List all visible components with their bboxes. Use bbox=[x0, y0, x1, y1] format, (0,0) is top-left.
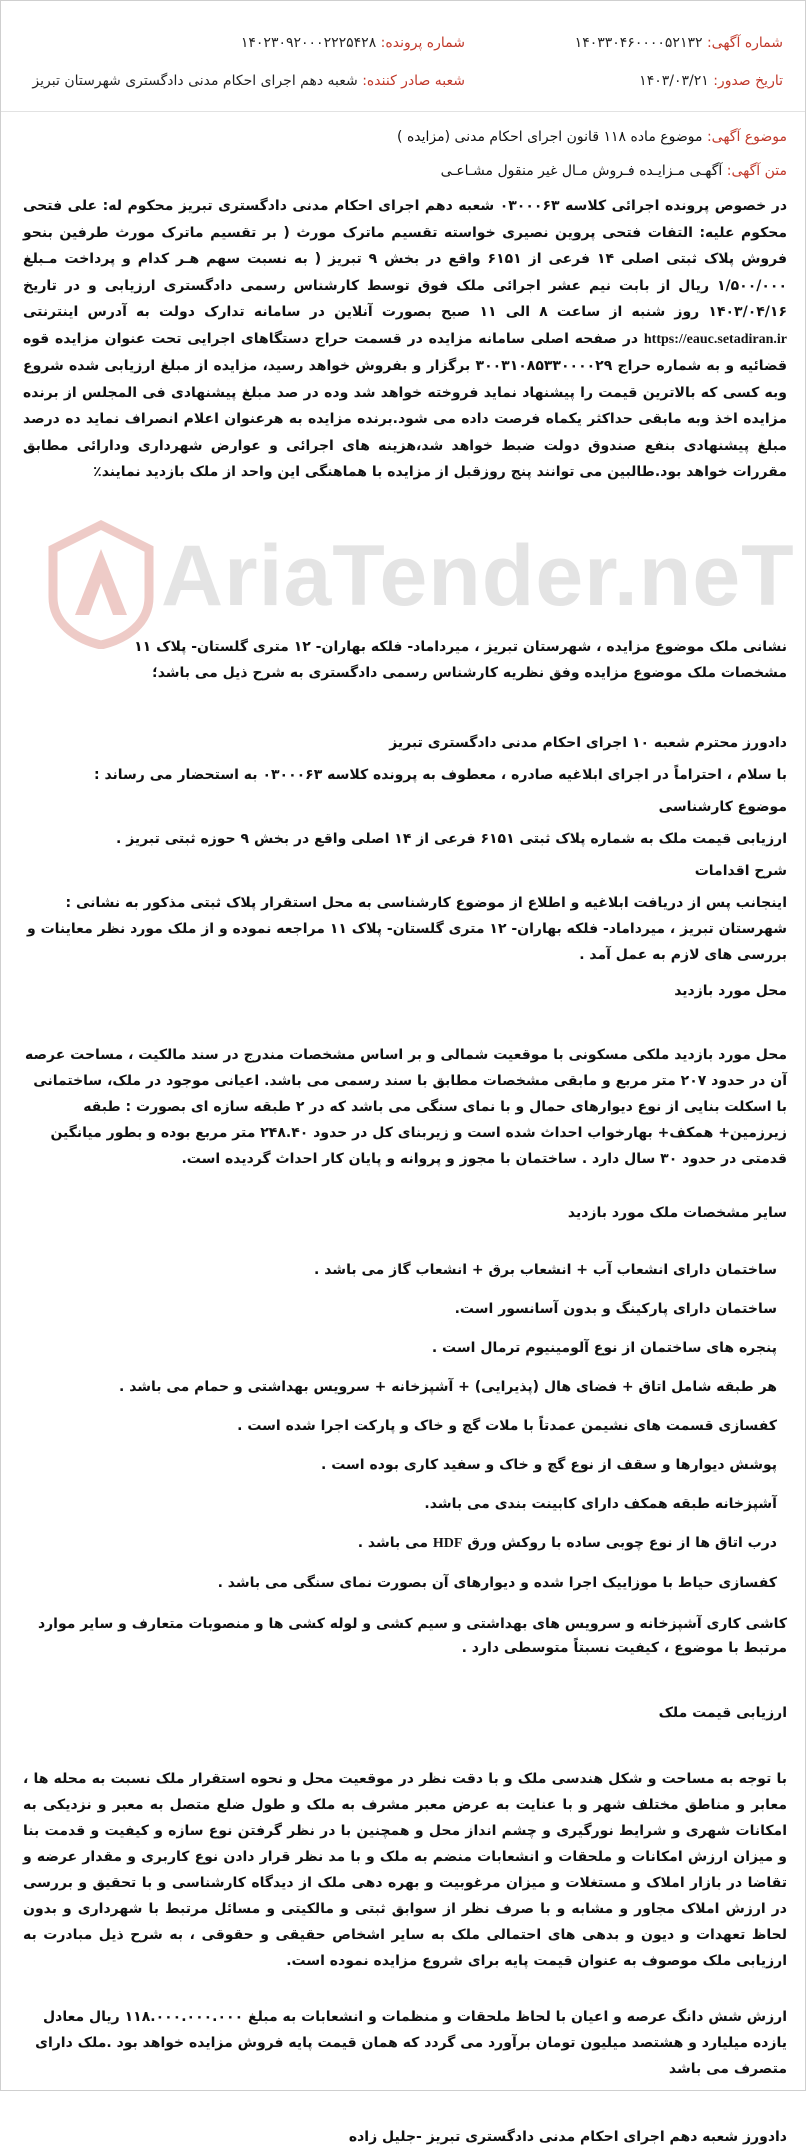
expert-subject-title: موضوع کارشناسی bbox=[658, 798, 787, 815]
list-item: آشپزخانه طبقه همکف دارای کابینت بندی می باشد. bbox=[424, 1495, 777, 1512]
list-item: کفسازی حیاط با موزاییک اجرا شده و دیوارهای آن بصورت نمای سنگی می باشد . bbox=[217, 1574, 777, 1591]
ad-number: شماره آگهی: ۱۴۰۳۳۰۴۶۰۰۰۰۵۲۱۳۲ bbox=[574, 35, 783, 51]
issue-date: تاریخ صدور: ۱۴۰۳/۰۳/۲۱ bbox=[639, 73, 783, 89]
valuation-title: ارزیابی قیمت ملک bbox=[658, 1704, 787, 1721]
valuation-text: با توجه به مساحت و شکل هندسی ملک و با دقت نظر در موقعیت محل و نحوه استقرار ملک نسبت به محله ها ، معابر و مناطق مختلف شهر و با عنایت به عرض معبر مشرف به ملک و طول ضلع متصل به معبر و نزدیکی به امکانات شهری و شرایط نورگیری و چشم انداز محل و همچنین با در نظر گرفتن نوع سازه و کیفیت و قدمت بنا و میزان ارزش امکانات و ملحقات و انشعابات منضم به ملک و با مد نظر قرار دادن نوع کاربری و مقدار عرضه و تقاضا در بازار املاک و مستغلات و میزان مرغوبیت و بهره دهی ملک از دیدگاه کارشناسی و با تحقیق و بررسی در ارزش املاک مجاور و مشابه و با صرف نظر از سوابق ثبتی و مالکیتی و مسائل مرتبط با شهرداری و بدون لحاظ تعهدات و دیون و بدهی های احتمالی ملک به سایر اشخاص حقیقی و حقوقی ، به شرح ذیل مبادرت به ارزیابی ملک موصوف به عنوان قیمت پایه برای شروع مزایده نموده است. bbox=[23, 1770, 787, 1969]
notice-subject: موضوع آگهی: موضوع ماده ۱۱۸ قانون اجرای احکام مدنی (مزایده ) bbox=[397, 129, 787, 145]
property-address: نشانی ملک موضوع مزایده ، شهرستان تبریز ، میرداماد- فلکه بهاران- ۱۲ متری گلستان- پلاک ۱۱ bbox=[134, 638, 787, 655]
value-statement: ارزش شش دانگ عرصه و اعیان با لحاظ ملحقات و منظمات و انشعابات به مبلغ ۱۱۸.۰۰۰.۰۰۰.۰۰۰ ریال معادل یازده میلیارد و هشتصد میلیون تومان برآورد می گردد که همان قیمت پایه فروش مزایده خواهد بود .ملک دارای متصرف می باشد bbox=[35, 2008, 787, 2077]
website-link[interactable]: https://eauc.setadiran.ir bbox=[643, 331, 787, 347]
expert-subject: ارزیابی قیمت ملک به شماره پلاک ثبتی ۶۱۵۱ فرعی از ۱۴ اصلی واقع در بخش ۹ حوزه ثبتی تبریز . bbox=[116, 830, 787, 847]
list-item: کفسازی قسمت های نشیمن عمدتاً با ملات گچ و خاک و پارکت اجرا شده است . bbox=[237, 1417, 777, 1434]
notice-text-title: متن آگهی: آگهـی مـزایـده فـروش مـال غیر منقول مشـاعـی bbox=[440, 163, 787, 179]
notice-content bbox=[23, 113, 787, 2150]
list-item: هر طبقه شامل اتاق + فضای هال (پذیرایی) + آشپزخانه + سرویس بهداشتی و حمام می باشد . bbox=[119, 1378, 777, 1395]
features-list bbox=[23, 1260, 787, 1593]
case-number: شماره پرونده: ۱۴۰۲۳۰۹۲۰۰۰۲۲۲۵۴۲۸ bbox=[240, 35, 465, 51]
list-item: درب اتاق ها از نوع چوبی ساده با روکش ورق HDF می باشد . bbox=[357, 1534, 777, 1551]
visit-text: محل مورد بازدید ملکی مسکونی با موقعیت شمالی و بر اساس مشخصات مندرج در سند مالکیت ، مساحت عرصه آن در حدود ۲۰۷ متر مربع و مابقی مشخصات مطابق با سند رسمی می باشد. اعیانی موجود در ملک، ساختمانی با اسکلت بنایی از نوع دیوارهای حمال و با نمای سنگی می باشد که در ۲ طبقه سازه ای بصورت : طبقه زیرزمین+ همکف+ بهارخواب احداث شده است و زیربنای کل در حدود ۲۴۸.۴۰ متر مربع بوده و بطور میانگین قدمتی در حدود ۳۰ سال دارد . ساختمان با مجوز و پروانه و پایان کار احداث گردیده است. bbox=[24, 1046, 787, 1167]
greeting: با سلام ، احتراماً در اجرای ابلاغیه صادره ، معطوف به پرونده کلاسه ۰۳۰۰۰۶۳ به استحضار می رساند : bbox=[93, 766, 787, 783]
tiling-note: کاشی کاری آشپزخانه و سرویس های بهداشتی و سیم کشی و لوله کشی ها و منصوبات متعارف و سایر موارد مرتبط با موضوع ، کیفیت نسبتاً متوسطی دارد . bbox=[37, 1615, 787, 1656]
spec-intro: مشخصات ملک موضوع مزایده وفق نظریه کارشناس رسمی دادگستری به شرح ذیل می باشد؛ bbox=[152, 664, 787, 681]
addressee: دادورز محترم شعبه ۱۰ اجرای احکام مدنی دادگستری تبریز bbox=[389, 734, 787, 751]
signature: دادورز شعبه دهم اجرای احکام مدنی دادگستری تبریز -جلیل زاده bbox=[348, 2128, 787, 2145]
list-item: ساختمان دارای پارکینگ و بدون آسانسور است. bbox=[454, 1300, 777, 1317]
notice-header bbox=[1, 1, 805, 112]
watermark-text: AriaTender.neT bbox=[161, 528, 795, 624]
list-item: ساختمان دارای انشعاب آب + انشعاب برق + انشعاب گاز می باشد . bbox=[314, 1261, 777, 1278]
actions-title: شرح اقدامات bbox=[694, 862, 787, 879]
other-specs-title: سایر مشخصات ملک مورد بازدید bbox=[567, 1204, 787, 1221]
intro-paragraph: در خصوص پرونده اجرائی کلاسه ۰۳۰۰۰۶۳ شعبه دهم اجرای احکام مدنی دادگستری تبریز محکوم له: علی فتحی محکوم علیه: التفات فتحی پروین نصیری خواسته تقسیم ماترک مورث ( بر تقسیم ماترک مورث طرفین بنحو فروش پلاک ثبتی اصلی ۱۴ فرعی از ۶۱۵۱ واقع در بخش ۹ تبریز ( به نسبت سهم هـر کدام و پرداخت مـبلغ ۱/۵۰۰/۰۰۰ ریال از بابت نیم عشر اجرائی ملک فوق توسط کارشناس رسمی دادگستری ارزیابی و در تاریخ ۱۴۰۳/۰۴/۱۶ روز شنبه از ساعت ۸ الی ۱۱ صبح بصورت آنلاین در سامانه تدارک دولت به آدرس اینترنتی https://eauc.setadiran.ir در صفحه اصلی سامانه مزایده در قسمت حراج دستگاهای اجرایی تحت عنوان مزایده قوه قضائیه و به شماره حراج ۳۰۰۳۱۰۸۵۳۳۰۰۰۰۲۹ برگزار و بفروش خواهد رسید، مزایده از مبلغ ارزیابی شده شروع وبه کسی که بالاترین قیمت را پیشنهاد نماید فروخته خواهد شد وده در صد مبلغ پیشنهادی فی المجلس از برنده مزایده اخذ وبه مابقی حداکثر یکماه فرصت داده می شود.برنده مزایده به هرعنوان اعلام انصراف نماید ده درصد مبلغ پیشنهادی بنفع صندوق دولت ضبط خواهد شد،هزینه های اجرائی و عوارض شهرداری ودارائی مطابق مقررات خواهد بود.طالبین می توانند پنج روزقبل از مزایده با هماهنگی این واحد از ملک بازدید نمایند٪ bbox=[23, 198, 788, 480]
visit-title: محل مورد بازدید bbox=[674, 982, 787, 999]
list-item: پنجره های ساختمان از نوع آلومینیوم ترمال است . bbox=[431, 1339, 777, 1356]
actions-text: اینجانب پس از دریافت ابلاغیه و اطلاع از موضوع کارشناسی به محل استقرار پلاک ثبتی مذکور به نشانی : شهرستان تبریز ، میرداماد- فلکه بهاران- ۱۲ متری گلستان- پلاک ۱۱ مراجعه نموده و از ملک مورد نظر معاینات و بررسی های لازم به عمل آمد . bbox=[27, 894, 787, 963]
list-item: پوشش دیوارها و سقف از نوع گچ و خاک و سفید کاری بوده است . bbox=[321, 1456, 777, 1473]
issuing-branch: شعبه صادر کننده: شعبه دهم اجرای احکام مدنی دادگستری شهرستان تبریز bbox=[32, 73, 465, 89]
